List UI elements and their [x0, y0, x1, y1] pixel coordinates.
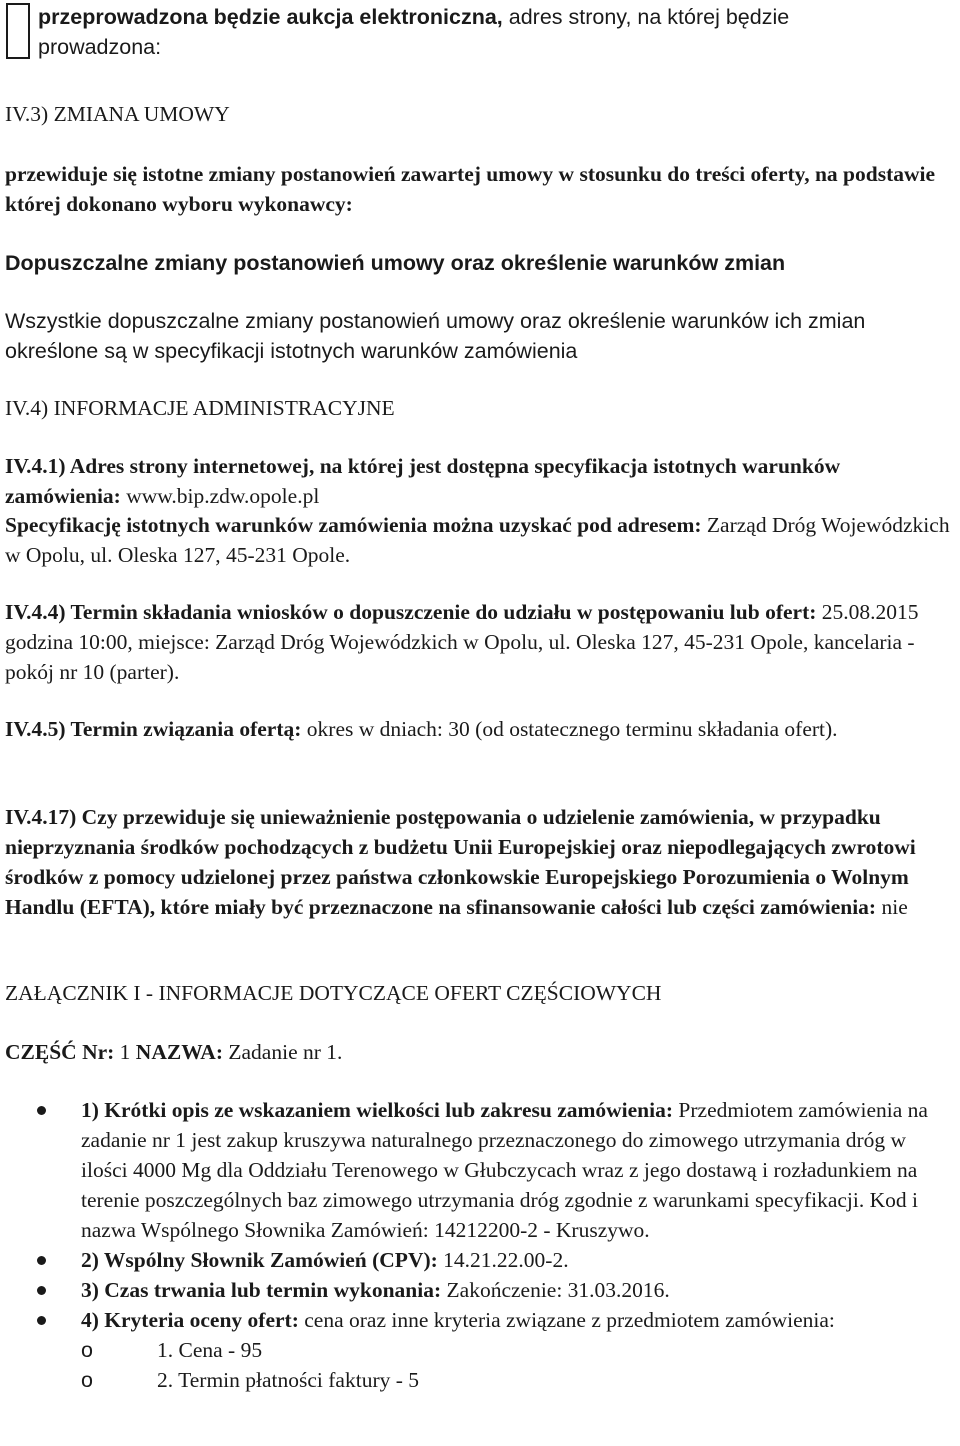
auction-line	[38, 2, 953, 62]
annex-items	[5, 1095, 957, 1395]
item-value: Przedmiotem zamówienia na zadanie nr 1 jest zakup kruszywa naturalnego przeznaczonego do zimowego utrzymania dróg w ilości 4000 Mg dla Oddziału Terenowego w Głubczycach wraz z jego dostawą i rozładunkiem na terenie poszczególnych baz zimowego utrzymania dróg zgodnie z warunkami specyfikacji. Kod i nazwa Wspólnego Słownika Zamówień: 14212200-2 - Kruszywo.	[81, 1098, 928, 1242]
annex-heading: ZAŁĄCZNIK I - INFORMACJE DOTYCZĄCE OFERT CZĘŚCIOWYCH	[5, 981, 662, 1005]
section-iv4-4-value: 25.08.2015 godzina 10:00, miejsce: Zarząd Dróg Wojewódzkich w Opolu, ul. Oleska 127, 45-231 Opole, kancelaria - pokój nr 10 (parter).	[5, 600, 919, 684]
item-label: 1) Krótki opis ze wskazaniem wielkości lub zakresu zamówienia:	[81, 1098, 674, 1122]
name-label: NAZWA:	[135, 1040, 223, 1064]
section-iv3-intro	[5, 159, 957, 219]
item-label: 2) Wspólny Słownik Zamówień (CPV):	[81, 1248, 438, 1272]
criteria-marker: o	[81, 1338, 93, 1362]
criteria-text: 1. Cena - 95	[157, 1338, 263, 1362]
list-item	[5, 1095, 957, 1245]
annex-part	[5, 1037, 957, 1067]
section-iv4-spec	[5, 510, 957, 570]
auction-text-2: prowadzona:	[38, 35, 162, 59]
criteria-text: 2. Termin płatności faktury - 5	[157, 1368, 420, 1392]
list-item	[5, 1245, 957, 1275]
section-iv3-heading: IV.3) ZMIANA UMOWY	[5, 102, 230, 126]
name-value: Zadanie nr 1.	[228, 1040, 343, 1064]
section-iv4-17-value: nie	[881, 895, 908, 919]
part-number: 1	[119, 1040, 131, 1064]
section-iv4-heading: IV.4) INFORMACJE ADMINISTRACYJNE	[5, 396, 395, 420]
checkbox[interactable]	[6, 3, 30, 59]
auction-label: przeprowadzona będzie aukcja elektroniczna,	[38, 5, 503, 29]
section-iv4-4	[5, 597, 957, 687]
section-iv3-subheading	[5, 248, 957, 278]
item-value: 14.21.22.00-2.	[443, 1248, 569, 1272]
section-iv4-5-label: IV.4.5) Termin związania ofertą:	[5, 717, 302, 741]
section-iv4-17	[5, 802, 957, 922]
section-iv3-body: Wszystkie dopuszczalne zmiany postanowień umowy oraz określenie warunków ich zmian określone są w specyfikacji istotnych warunków zamówienia	[5, 309, 866, 363]
list-item	[5, 1305, 957, 1395]
criteria-item	[81, 1365, 957, 1395]
section-iv4-5	[5, 714, 957, 744]
section-iv4-spec-label: Specyfikację istotnych warunków zamówienia można uzyskać pod adresem:	[5, 513, 702, 537]
criteria-list	[81, 1335, 957, 1395]
section-iv4-17-label: IV.4.17) Czy przewiduje się unieważnienie postępowania o udzielenie zamówienia, w przypadku nieprzyznania środków pochodzących z budżetu Unii Europejskiej oraz niepodlegających zwrotowi środków z pomocy udzielonej przez państwa członkowskie Europejskiego Porozumienia o Wolnym Handlu (EFTA), które miały być przeznaczone na sfinansowanie całości lub części zamówienia:	[5, 805, 916, 919]
section-iv4-spec-value: Zarząd Dróg Wojewódzkich w Opolu, ul. Oleska 127, 45-231 Opole.	[5, 513, 950, 567]
criteria-item	[81, 1335, 957, 1365]
item-label: 3) Czas trwania lub termin wykonania:	[81, 1278, 442, 1302]
item-label: 4) Kryteria oceny ofert:	[81, 1308, 299, 1332]
criteria-marker: o	[81, 1368, 93, 1392]
section-iv4-1-value: www.bip.zdw.opole.pl	[126, 484, 320, 508]
section-iv4-5-value: okres w dniach: 30 (od ostatecznego terminu składania ofert).	[306, 717, 838, 741]
section-iv4-1-label: IV.4.1) Adres strony internetowej, na której jest dostępna specyfikacja istotnych warunków zamówienia:	[5, 454, 841, 508]
auction-text: adres strony, na której będzie	[502, 5, 790, 29]
item-value: cena oraz inne kryteria związane z przedmiotem zamówienia:	[304, 1308, 835, 1332]
section-iv4-1	[5, 451, 957, 511]
section-iv3-subheading-text: Dopuszczalne zmiany postanowień umowy oraz określenie warunków zmian	[5, 251, 786, 275]
item-value: Zakończenie: 31.03.2016.	[446, 1278, 670, 1302]
list-item	[5, 1275, 957, 1305]
part-label: CZĘŚĆ Nr:	[5, 1040, 115, 1064]
section-iv3-intro-text: przewiduje się istotne zmiany postanowień zawartej umowy w stosunku do treści oferty, na podstawie której dokonano wyboru wykonawcy:	[5, 162, 936, 216]
section-iv4-4-label: IV.4.4) Termin składania wniosków o dopuszczenie do udziału w postępowaniu lub ofert:	[5, 600, 817, 624]
